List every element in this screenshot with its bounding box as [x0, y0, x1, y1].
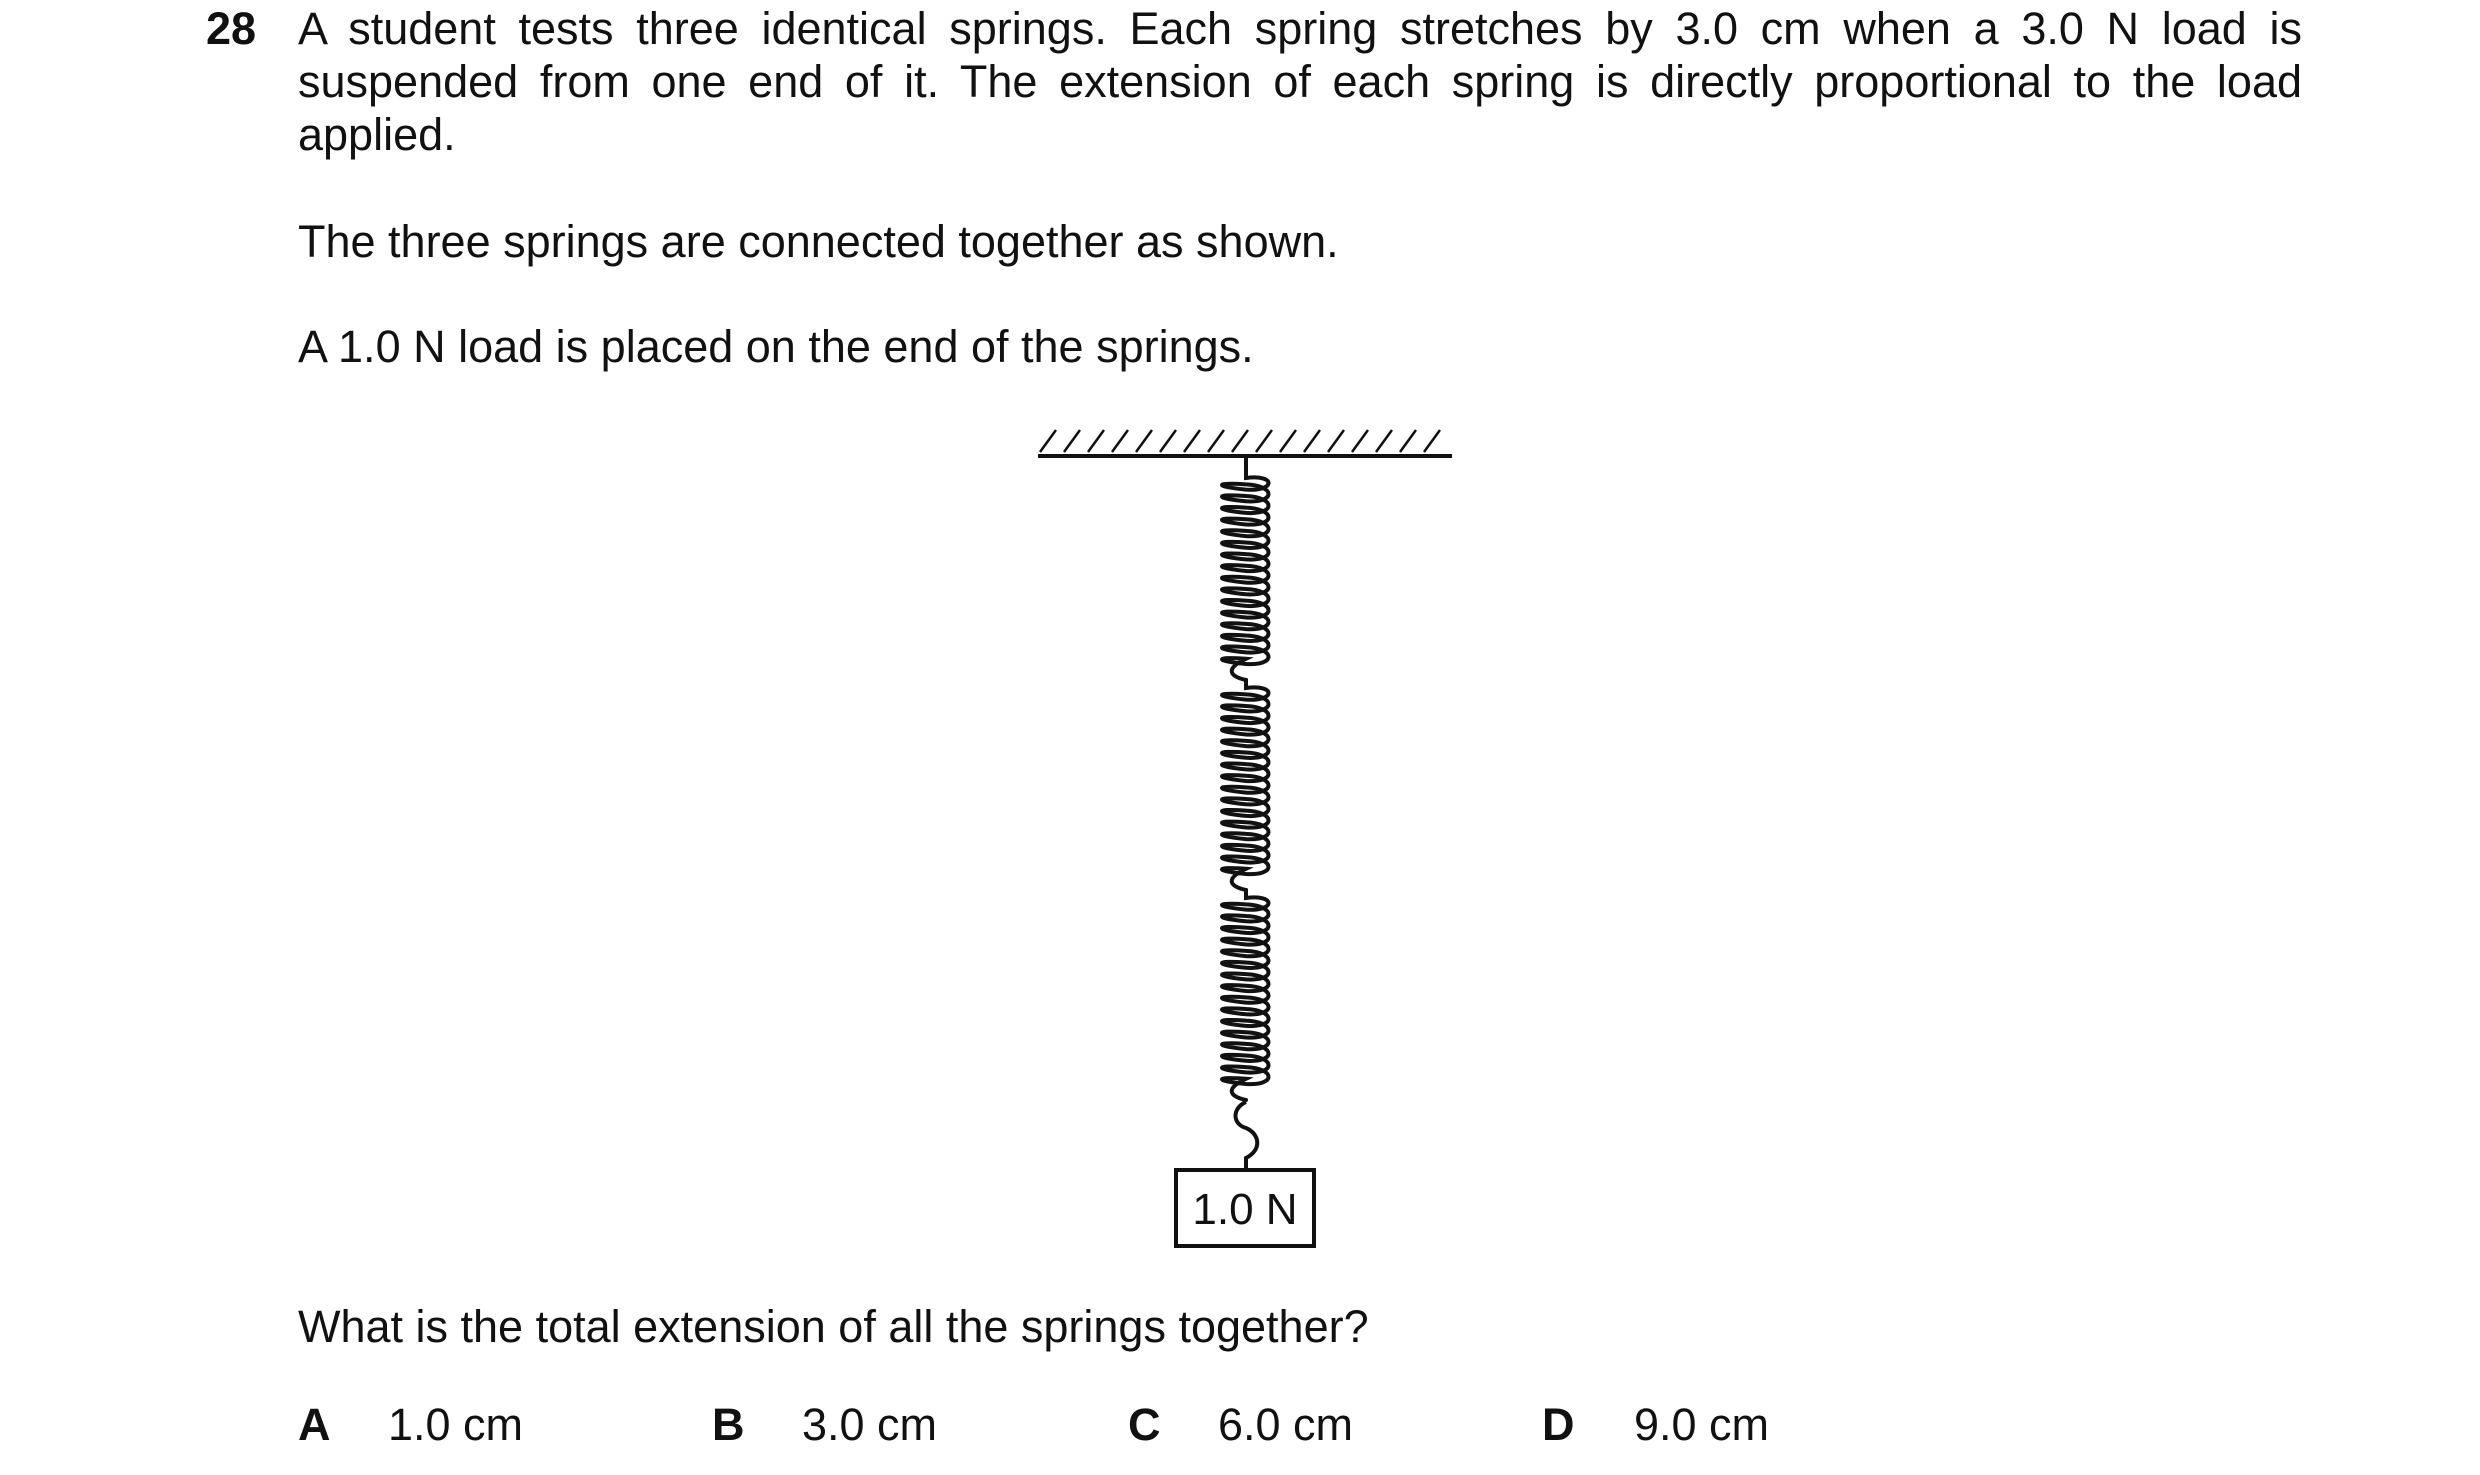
ceiling-hatch-line: [1088, 430, 1104, 452]
ceiling-hatch-line: [1424, 430, 1440, 452]
ceiling-hatch-line: [1184, 430, 1200, 452]
ceiling-hatch-line: [1376, 430, 1392, 452]
ceiling-hatch-line: [1136, 430, 1152, 452]
ceiling-hatch-line: [1352, 430, 1368, 452]
question-paragraph-2: The three springs are connected together as shown.: [298, 216, 1339, 267]
question-stem: A student tests three identical springs. Each spring stretches by 3.0 cm when a 3.0 N load is suspended from one end of it. The extension of each spring is directly proportional to the load applied.: [298, 3, 2302, 160]
option-c-text[interactable]: 6.0 cm: [1218, 1399, 1354, 1450]
ceiling-hatch-line: [1208, 430, 1224, 452]
ceiling-hatch-line: [1040, 430, 1056, 452]
question-paragraph-3: A 1.0 N load is placed on the end of the springs.: [298, 321, 1254, 372]
option-d-text[interactable]: 9.0 cm: [1634, 1399, 1770, 1450]
option-c-letter: C: [1128, 1399, 1161, 1450]
ceiling-hatch-line: [1064, 430, 1080, 452]
ceiling-hatch-line: [1232, 430, 1248, 452]
ceiling-hatch-line: [1280, 430, 1296, 452]
ceiling-hatch-line: [1112, 430, 1128, 452]
ceiling-hatch-line: [1304, 430, 1320, 452]
option-d-letter: D: [1542, 1399, 1575, 1450]
ceiling-hatch-line: [1400, 430, 1416, 452]
question-prompt: What is the total extension of all the springs together?: [298, 1301, 1369, 1352]
ceiling-hatch-line: [1160, 430, 1176, 452]
spring-3: [1222, 890, 1269, 1100]
hook-icon: [1236, 1102, 1258, 1168]
option-a-text[interactable]: 1.0 cm: [388, 1399, 524, 1450]
question-number: 28: [206, 3, 257, 54]
spring-2: [1222, 680, 1269, 890]
option-a-letter: A: [298, 1399, 331, 1450]
load-label: 1.0 N: [1192, 1185, 1298, 1234]
option-b-letter: B: [712, 1399, 745, 1450]
spring-chain: [1222, 470, 1269, 1100]
ceiling-hatch-line: [1328, 430, 1344, 452]
ceiling-support: [1038, 430, 1452, 456]
spring-1: [1222, 470, 1269, 680]
option-b-text[interactable]: 3.0 cm: [802, 1399, 938, 1450]
ceiling-hatch-line: [1256, 430, 1272, 452]
